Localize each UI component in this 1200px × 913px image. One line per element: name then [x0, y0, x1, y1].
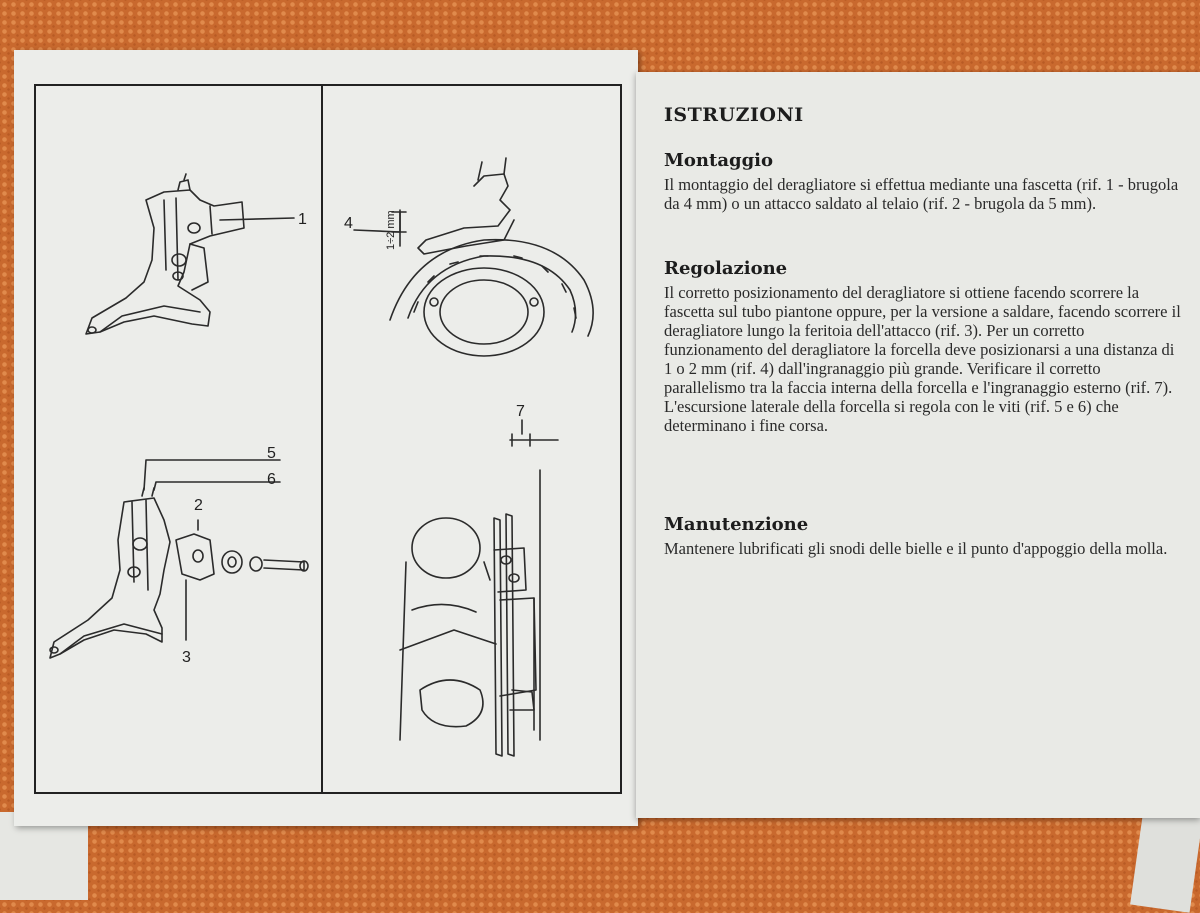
- section-montaggio: [664, 150, 1184, 213]
- braze-on-derailleur-drawing: [50, 488, 308, 658]
- section-body: Mantenere lubrificati gli snodi delle bielle e il punto d'appoggio della molla.: [664, 539, 1168, 558]
- clamp-derailleur-drawing: [86, 174, 244, 334]
- illustration-page: [14, 50, 638, 826]
- callout-7: 7: [516, 403, 525, 420]
- section-heading: Regolazione: [664, 258, 788, 279]
- section-regolazione: [664, 258, 1184, 435]
- section-body: Il corretto posizionamento del deragliatore si ottiene facendo scorrere la fascetta sul tubo piantone oppure, per la versione a saldare, facendo scorrere il deragliatore lungo la feritoia dell'attacco (rif. 3). Per un corretto funzionamento del deragliatore la forcella deve posizionarsi a una distanza di 1 o 2 mm (rif. 4) dall'ingranaggio più grande. Verificare il corretto parallelismo tra la faccia interna della forcella e l'ingranaggio esterno (rif. 7). L'escursione laterale della forcella si regola con le viti (rif. 5 e 6) che determinano i fine corsa.: [664, 283, 1181, 435]
- callout-6: 6: [267, 471, 276, 488]
- section-body: Il montaggio del deragliatore si effettua mediante una fascetta (rif. 1 - brugola da 4 mm) o un attacco saldato al telaio (rif. 2 - brugola da 5 mm).: [664, 175, 1179, 213]
- section-heading: Montaggio: [664, 150, 774, 171]
- callout-2: 2: [194, 497, 203, 514]
- instructions-page: [636, 72, 1200, 818]
- chainring-gap-drawing: [390, 158, 593, 356]
- section-manutenzione: [664, 514, 1184, 558]
- callout-3: 3: [182, 649, 191, 666]
- section-heading: Manutenzione: [664, 514, 809, 535]
- callout-gap-mm: 1÷2 mm: [385, 210, 397, 250]
- callout-5: 5: [267, 445, 276, 462]
- page-title: ISTRUZIONI: [664, 104, 804, 126]
- frame-alignment-drawing: [400, 470, 540, 756]
- callout-1: 1: [298, 211, 307, 228]
- callout-4: 4: [344, 215, 353, 232]
- derailleur-illustrations: [14, 50, 638, 826]
